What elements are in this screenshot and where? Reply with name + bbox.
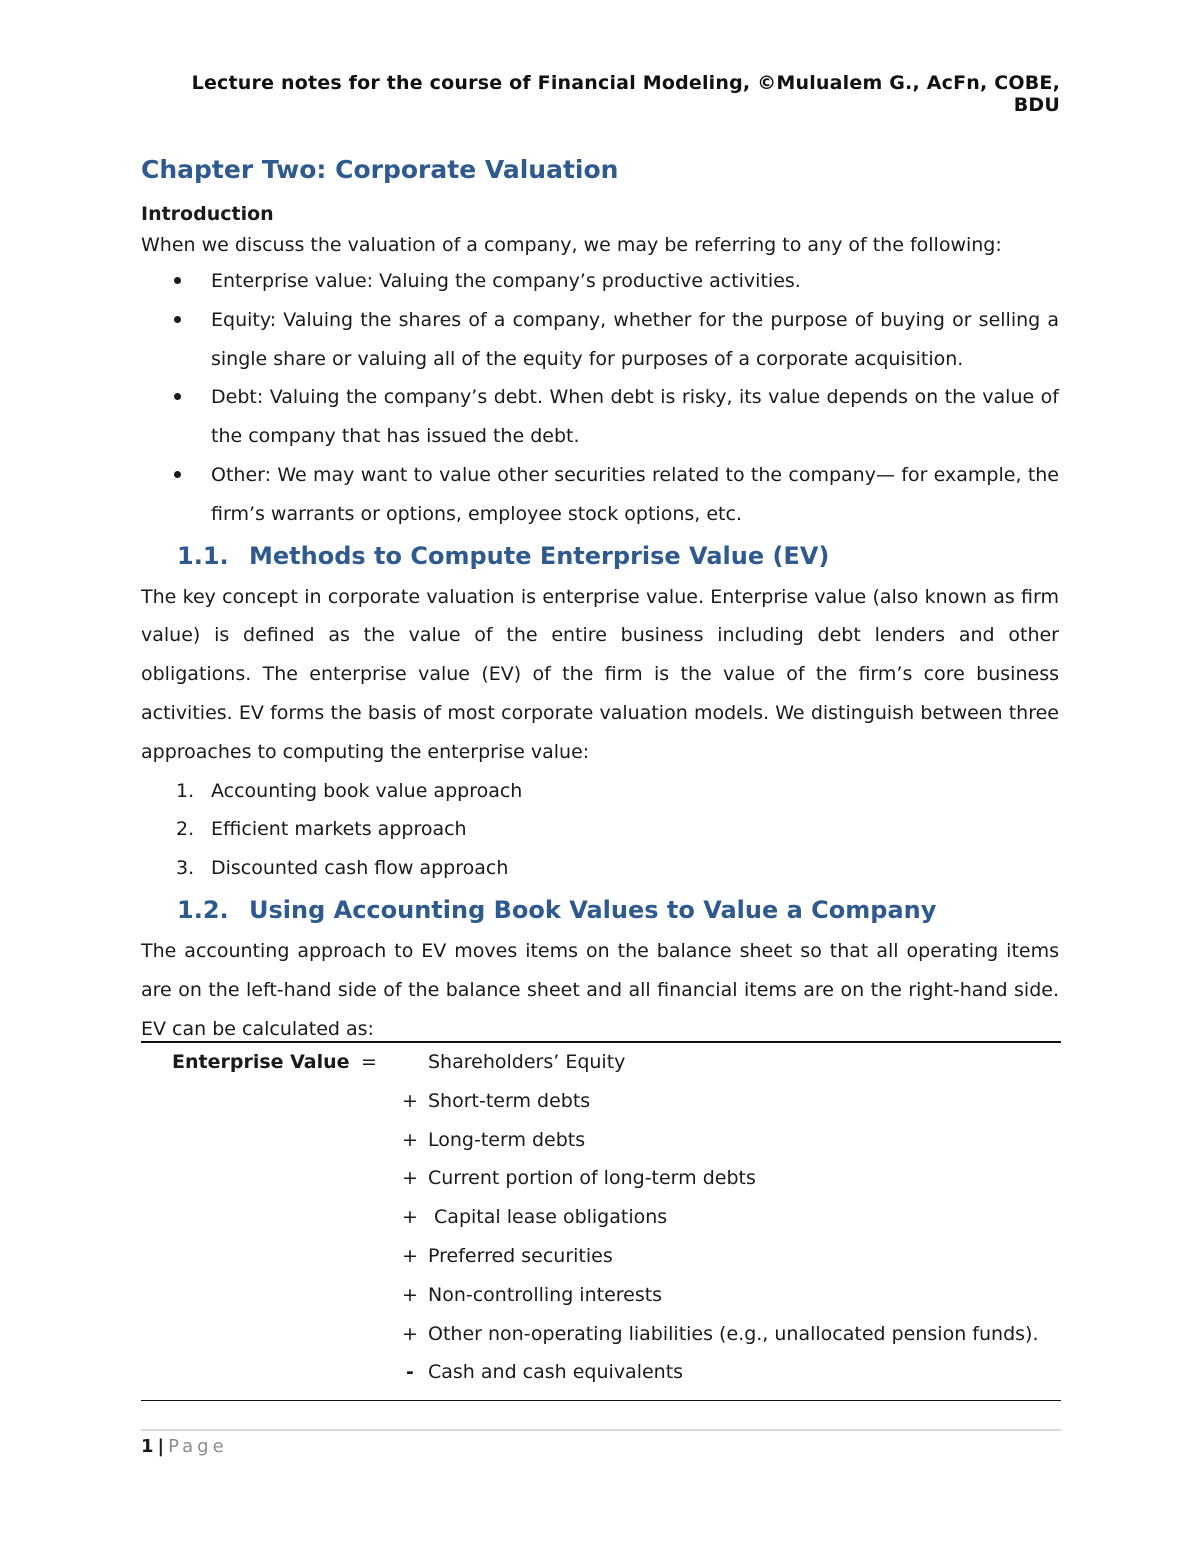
- ev-sign: +: [402, 1128, 418, 1151]
- table-row: [141, 1198, 1061, 1237]
- ev-item: Cash and cash equivalents: [428, 1361, 684, 1384]
- list-text: Efficient markets approach: [211, 818, 467, 841]
- bullet-text: Other: We may want to value other securities related to the company— for example, the firm’s warrants or options, employee stock options, etc.: [211, 463, 1059, 525]
- bullet-icon: [174, 393, 181, 400]
- page-content: [141, 150, 1059, 1048]
- bullet-icon: [174, 471, 181, 478]
- ev-item: Capital lease obligations: [428, 1206, 668, 1229]
- ev-sign: +: [402, 1244, 418, 1267]
- chapter-title: Chapter Two: Corporate Valuation: [141, 155, 619, 184]
- ev-item: Short-term debts: [428, 1089, 591, 1112]
- list-number: 1.: [176, 779, 195, 802]
- ev-sign: +: [402, 1167, 418, 1190]
- ev-item: Other non-operating liabilities (e.g., unallocated pension funds).: [428, 1322, 1039, 1345]
- bullet-item: [141, 456, 1059, 534]
- valuation-bullet-list: [141, 262, 1059, 534]
- bullet-text: Equity: Valuing the shares of a company, whether for the purpose of buying or selling a single share or valuing all of the equity for purposes of a corporate acquisition.: [211, 308, 1059, 370]
- table-row: [141, 1121, 1061, 1160]
- ev-sign: +: [402, 1206, 418, 1229]
- section-1-2-paragraph: The accounting approach to EV moves items on the balance sheet so that all operating items are on the left-hand side of the balance sheet and all financial items are on the right-hand side. EV can be calculated as:: [141, 939, 1059, 1040]
- bullet-text: Enterprise value: Valuing the company’s productive activities.: [211, 270, 801, 292]
- intro-text: When we discuss the valuation of a company, we may be referring to any of the following:: [141, 234, 1002, 256]
- equals-sign: =: [361, 1051, 377, 1073]
- bullet-item: [141, 378, 1059, 456]
- list-text: Discounted cash flow approach: [211, 857, 509, 880]
- list-text: Accounting book value approach: [211, 779, 523, 802]
- section-title: Methods to Compute Enterprise Value (EV): [249, 541, 830, 570]
- ev-item: Current portion of long-term debts: [428, 1167, 756, 1190]
- ev-sign: +: [402, 1089, 418, 1112]
- table-row: [141, 1237, 1061, 1276]
- section-number: 1.2.: [177, 895, 229, 924]
- bullet-icon: [174, 277, 181, 284]
- page-word: Page: [168, 1436, 228, 1457]
- ev-item: Preferred securities: [428, 1244, 613, 1267]
- ev-sign: +: [402, 1322, 418, 1345]
- table-row: [141, 1082, 1061, 1121]
- footer-divider: [141, 1429, 1061, 1431]
- table-row: [141, 1315, 1061, 1354]
- table-row: [141, 1276, 1061, 1315]
- footer-separator: |: [157, 1436, 165, 1457]
- running-header: Lecture notes for the course of Financial Modeling, ©Mulualem G., AcFn, COBE, BDU: [191, 72, 1060, 116]
- list-item: [141, 849, 1059, 888]
- ev-item: Non-controlling interests: [428, 1283, 663, 1306]
- section-1-1-paragraph: The key concept in corporate valuation is enterprise value. Enterprise value (also known as firm value) is defined as the value of the entire business including debt lenders and other obligations. The enterprise value (EV) of the firm is the value of the firm’s core business activities. EV forms the basis of most corporate valuation models. We distinguish between three approaches to computing the enterprise value:: [141, 585, 1059, 763]
- page-footer: [141, 1434, 228, 1460]
- page-number: 1: [141, 1436, 154, 1457]
- bullet-icon: [174, 316, 181, 323]
- table-row: [141, 1353, 1061, 1392]
- ev-item: Shareholders’ Equity: [428, 1051, 626, 1073]
- list-number: 2.: [176, 818, 195, 841]
- bullet-item: [141, 262, 1059, 301]
- table-row: [141, 1159, 1061, 1198]
- ev-item: Long-term debts: [428, 1128, 586, 1151]
- approaches-list: [141, 772, 1059, 888]
- bullet-item: [141, 301, 1059, 379]
- table-row: [141, 1043, 1061, 1082]
- intro-heading: Introduction: [141, 203, 274, 225]
- list-item: [141, 772, 1059, 811]
- ev-label: Enterprise Value: [172, 1051, 350, 1073]
- ev-sign: +: [402, 1283, 418, 1306]
- ev-sign: -: [406, 1361, 414, 1384]
- bullet-text: Debt: Valuing the company’s debt. When debt is risky, its value depends on the value of the company that has issued the debt.: [211, 386, 1059, 448]
- section-number: 1.1.: [177, 541, 229, 570]
- section-heading-1-2: [141, 888, 1059, 932]
- list-item: [141, 810, 1059, 849]
- enterprise-value-formula-table: [141, 1041, 1061, 1401]
- section-heading-1-1: [141, 534, 1059, 578]
- list-number: 3.: [176, 857, 195, 880]
- section-title: Using Accounting Book Values to Value a Company: [249, 895, 937, 924]
